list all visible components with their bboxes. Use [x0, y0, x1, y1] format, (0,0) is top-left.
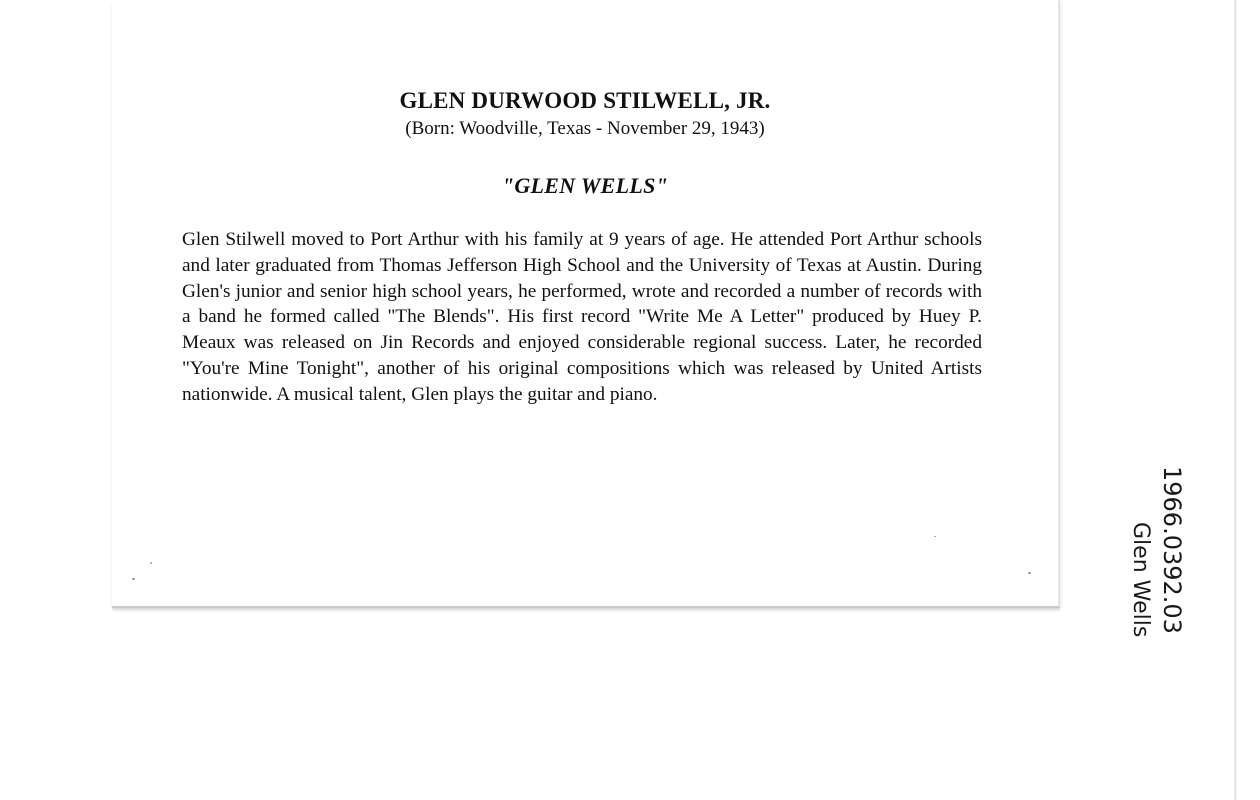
biography-paragraph: Glen Stilwell moved to Port Arthur with his family at 9 years of age. He attended Port Arthur schools and later graduated from Thomas Jefferson High School and the University of Texas at Austin. During Glen's junior and senior high school years, he performed, wrote and recorded a number of records with a band he formed called "The Blends". His first record "Write Me A Letter" produced by Huey P. Meaux was released on Jin Records and enjoyed considerable regional success. Later, he recorded "You're Mine Tonight", another of his original compositions which was released by United Artists nationwide. A musical talent, Glen plays the guitar and piano. [182, 229, 982, 405]
scan-speck [934, 536, 936, 537]
scan-edge [1234, 0, 1237, 800]
header-block [112, 86, 1058, 142]
scan-speck [1028, 572, 1031, 574]
birth-info: (Born: Woodville, Texas - November 29, 1943) [405, 118, 765, 139]
annotation-label: Glen Wells [1128, 522, 1153, 638]
catalog-number: 1966.0392.03 [1158, 466, 1186, 634]
card-shadow-edge [112, 606, 1060, 610]
scan-speck [150, 562, 152, 564]
stage-name: "GLEN WELLS" [501, 173, 669, 198]
handwritten-annotation [1124, 462, 1186, 712]
biography-card [112, 0, 1060, 608]
person-name: GLEN DURWOOD STILWELL, JR. [399, 88, 771, 113]
scan-speck [132, 578, 135, 580]
handwriting-drawing [1124, 462, 1186, 712]
